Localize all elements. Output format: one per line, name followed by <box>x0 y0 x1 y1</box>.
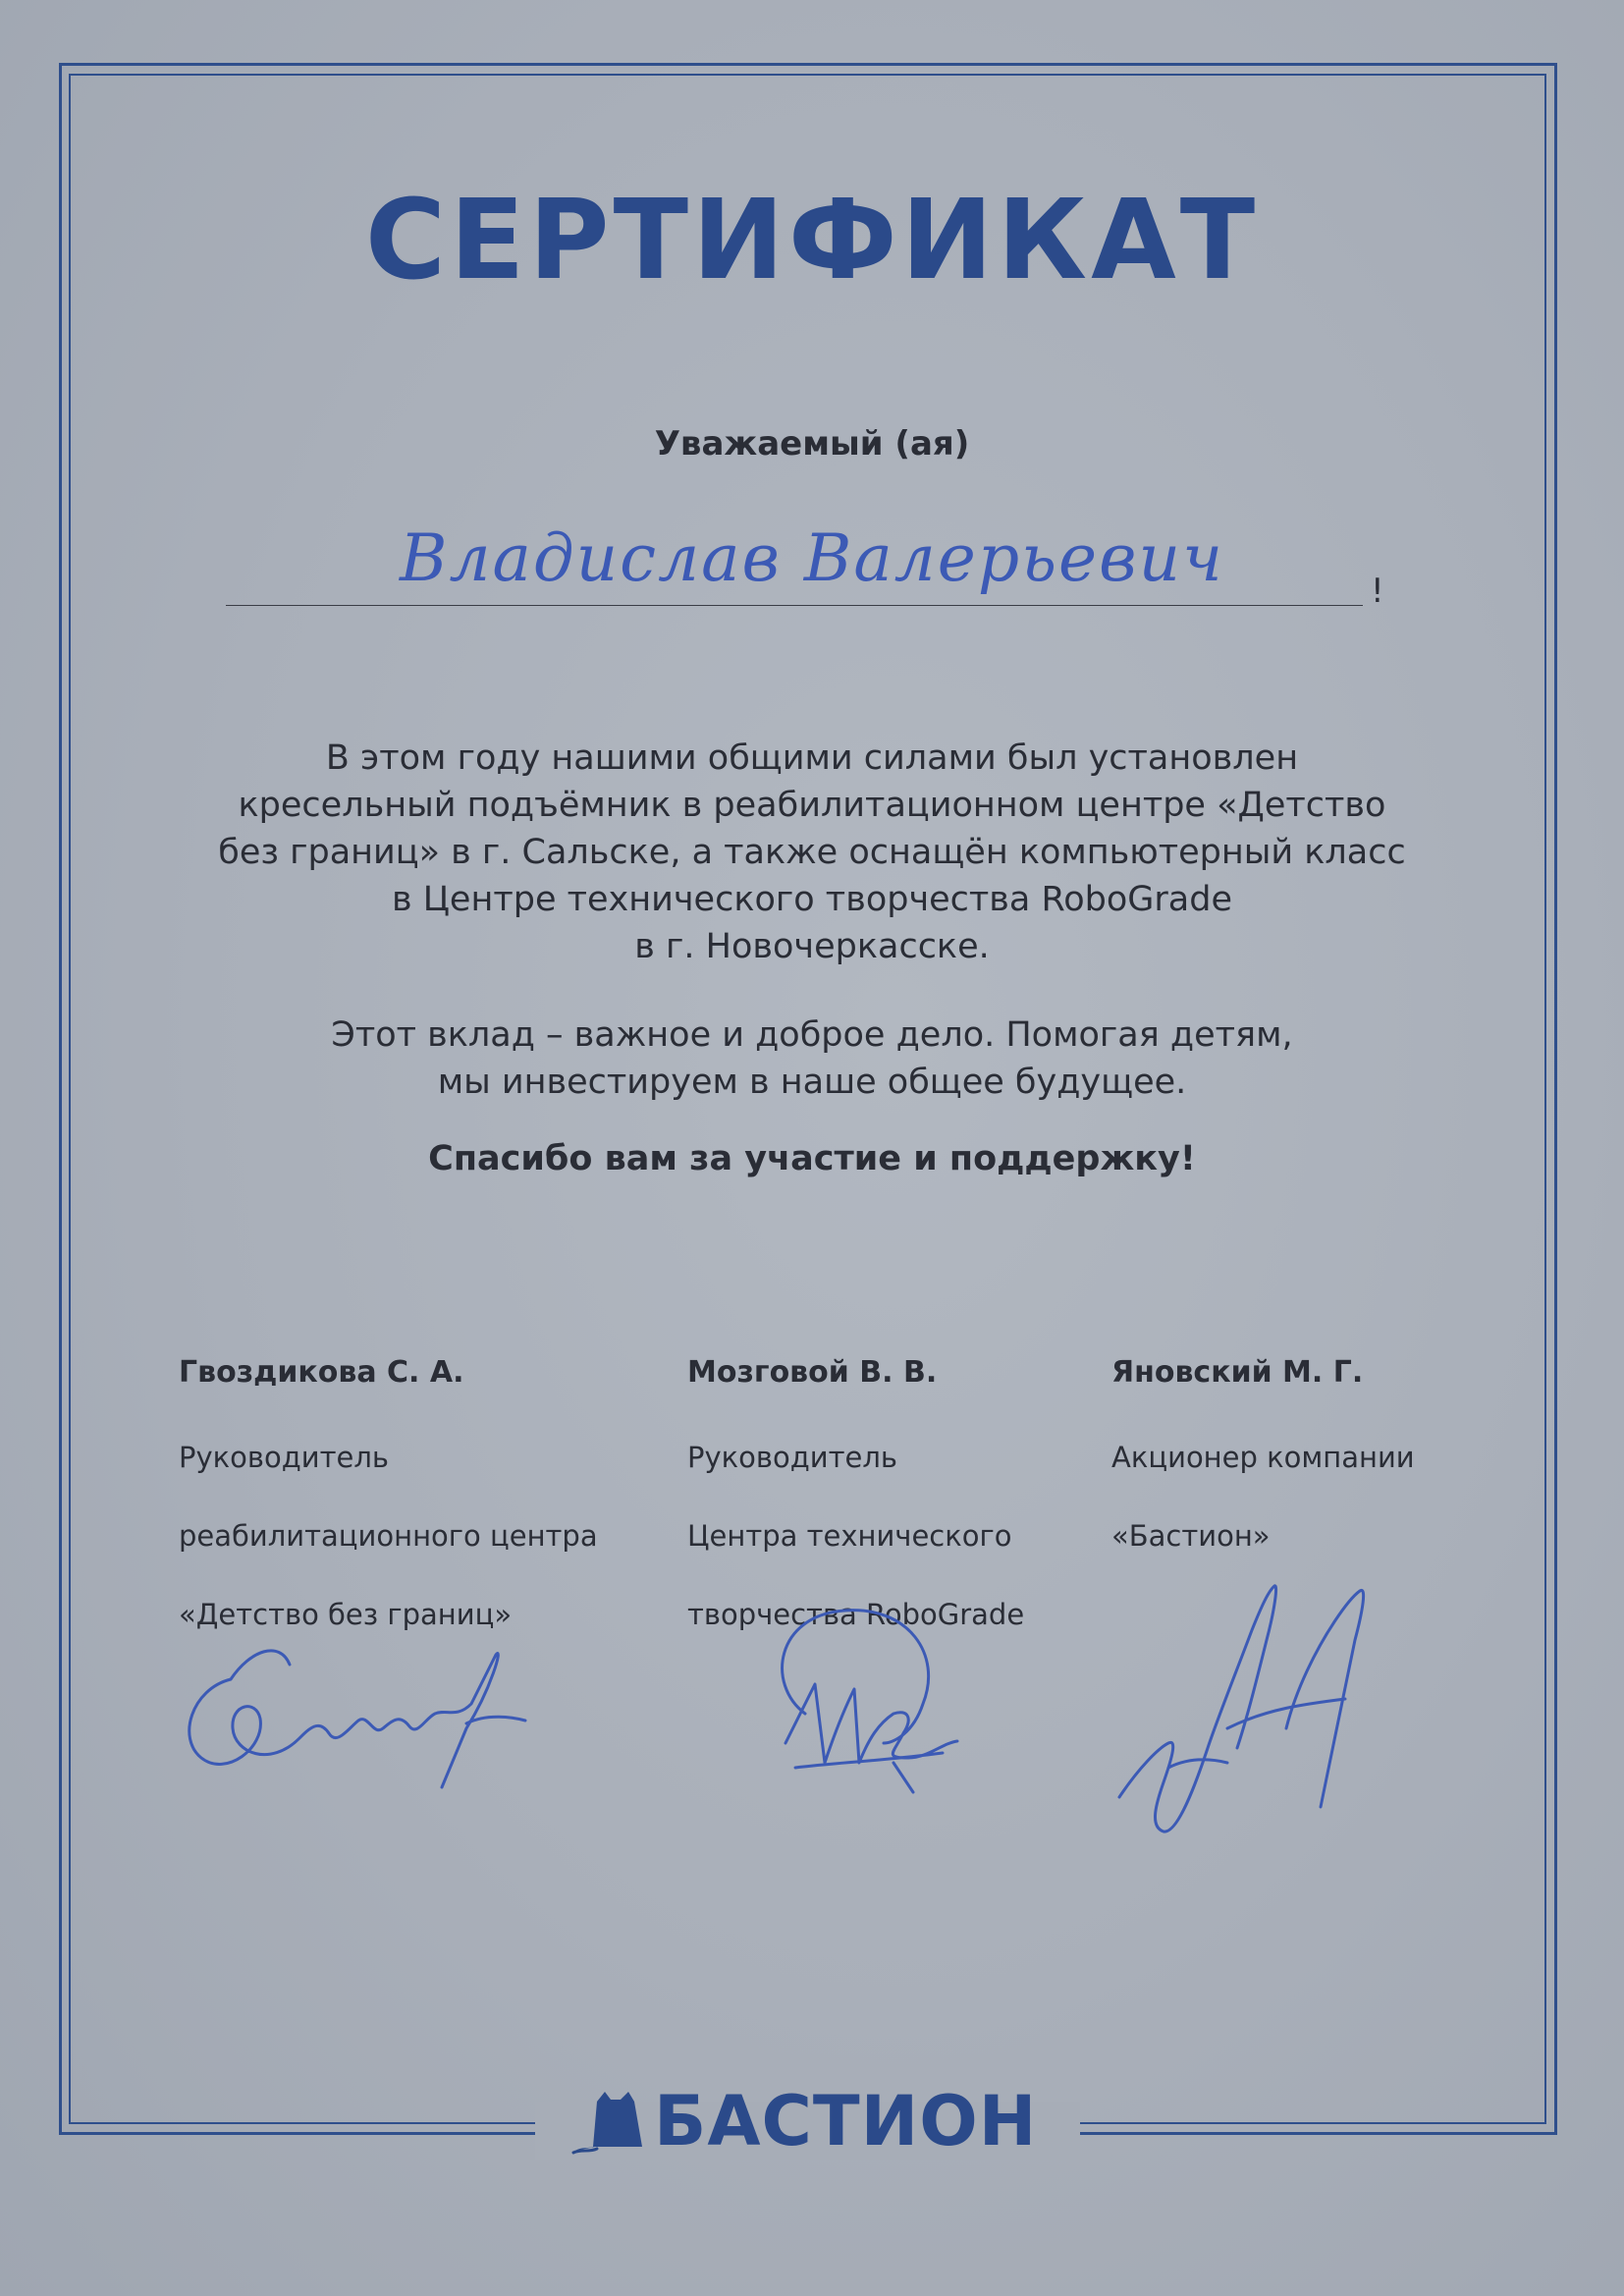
role-line: Акционер компании <box>1111 1441 1415 1474</box>
recipient-name: Владислав Валерьевич <box>399 520 1225 596</box>
exclamation-mark: ! <box>1371 572 1384 611</box>
role-line: реабилитационного центра <box>179 1519 598 1553</box>
certificate-title: СЕРТИФИКАТ <box>364 177 1260 304</box>
signer-yanovsky <box>1111 1353 1504 1556</box>
signer-name: Гвоздикова С. А. <box>179 1355 464 1390</box>
signer-mozgovoy <box>687 1353 1080 1634</box>
role-line: Руководитель <box>179 1441 390 1474</box>
signer-role <box>179 1398 640 1634</box>
signer-name: Мозговой В. В. <box>687 1355 938 1390</box>
body-line: кресельный подъёмник в реабилитационном центре «Детство <box>238 786 1386 825</box>
thanks-line: Спасибо вам за участие и поддержку! <box>428 1139 1196 1178</box>
body-line: в Центре технического творчества RoboGrade <box>392 880 1232 919</box>
role-line: «Детство без границ» <box>179 1598 513 1631</box>
role-line: Руководитель <box>687 1441 898 1474</box>
role-line: творчества RoboGrade <box>687 1598 1025 1631</box>
body-line: без границ» в г. Сальске, а также оснащён компьютерный класс <box>218 833 1406 872</box>
cat-icon <box>571 2088 648 2155</box>
signature-mozgovoy <box>746 1596 982 1822</box>
bastion-logo <box>571 2082 1037 2160</box>
signer-gvozdikova <box>179 1353 640 1634</box>
salutation: Уважаемый (ая) <box>654 424 970 464</box>
body-paragraph-1 <box>157 735 1467 970</box>
body-line: в г. Новочеркасске. <box>634 927 990 966</box>
signer-role <box>1111 1398 1504 1556</box>
body-line: мы инвестируем в наше общее будущее. <box>437 1063 1187 1102</box>
body-paragraph-2 <box>157 1011 1467 1106</box>
certificate-body <box>157 735 1467 1182</box>
signature-gvozdikova <box>172 1611 545 1807</box>
role-line: «Бастион» <box>1111 1519 1271 1553</box>
logo-text: БАСТИОН <box>654 2081 1038 2161</box>
body-line: Этот вклад – важное и доброе дело. Помогая детям, <box>331 1015 1293 1055</box>
signer-name: Яновский М. Г. <box>1111 1355 1364 1390</box>
body-line: В этом году нашими общими силами был установлен <box>325 738 1299 778</box>
signature-yanovsky <box>1110 1571 1443 1866</box>
role-line: Центра технического <box>687 1519 1012 1553</box>
recipient-underline <box>226 605 1363 606</box>
